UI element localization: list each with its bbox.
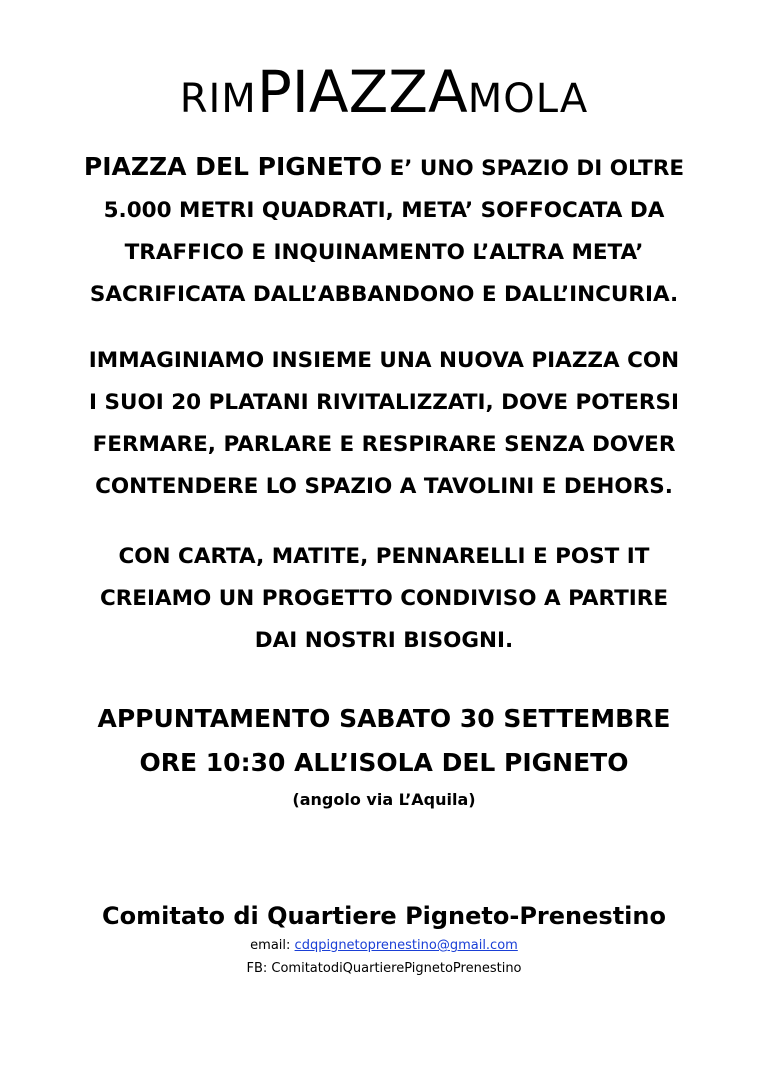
facebook-line: FB: ComitatodiQuartierePignetoPrenestino	[246, 961, 522, 976]
paragraph-line: SACRIFICATA DALL’ABBANDONO E DALL’INCURIA.	[89, 282, 679, 307]
appointment-note: (angolo via L’Aquila)	[292, 790, 476, 809]
paragraph-line: I SUOI 20 PLATANI RIVITALIZZATI, DOVE POTERSI	[89, 390, 679, 415]
email-link[interactable]: cdqpignetoprenestino@gmail.com	[294, 938, 518, 953]
paragraph-line: FERMARE, PARLARE E RESPIRARE SENZA DOVER	[92, 432, 676, 457]
email-line	[0, 936, 768, 956]
paragraph-line: 5.000 METRI QUADRATI, META’ SOFFOCATA DA	[103, 198, 665, 223]
paragraph-line: CON CARTA, MATITE, PENNARELLI E POST IT	[118, 544, 650, 569]
paragraph-project	[20, 536, 748, 662]
paragraph-line: CREIAMO UN PROGETTO CONDIVISO A PARTIRE	[99, 586, 669, 611]
organization-name: Comitato di Quartiere Pigneto-Prenestino	[102, 902, 666, 930]
paragraph-description	[20, 146, 748, 316]
flyer-title	[0, 58, 768, 137]
paragraph-line: DAI NOSTRI BISOGNI.	[254, 628, 514, 653]
title-emphasis: PIAZZA	[256, 58, 468, 126]
paragraph-line: TRAFFICO E INQUINAMENTO L’ALTRA META’	[124, 240, 644, 265]
appointment-block	[20, 697, 748, 785]
email-label: email:	[250, 938, 295, 953]
paragraph-line: CONTENDERE LO SPAZIO A TAVOLINI E DEHORS.	[95, 474, 673, 499]
appointment-time-place: ORE 10:30 ALL’ISOLA DEL PIGNETO	[139, 748, 629, 777]
paragraph-line-rest: E’ UNO SPAZIO DI OLTRE	[382, 156, 685, 181]
paragraph-lead: PIAZZA DEL PIGNETO	[83, 152, 383, 181]
paragraph-line	[20, 146, 748, 190]
title-prefix: RIM	[179, 76, 257, 122]
paragraph-vision	[20, 340, 748, 508]
appointment-date: APPUNTAMENTO SABATO 30 SETTEMBRE	[97, 704, 671, 733]
paragraph-line: IMMAGINIAMO INSIEME UNA NUOVA PIAZZA CON	[88, 348, 680, 373]
title-suffix: MOLA	[467, 76, 589, 122]
